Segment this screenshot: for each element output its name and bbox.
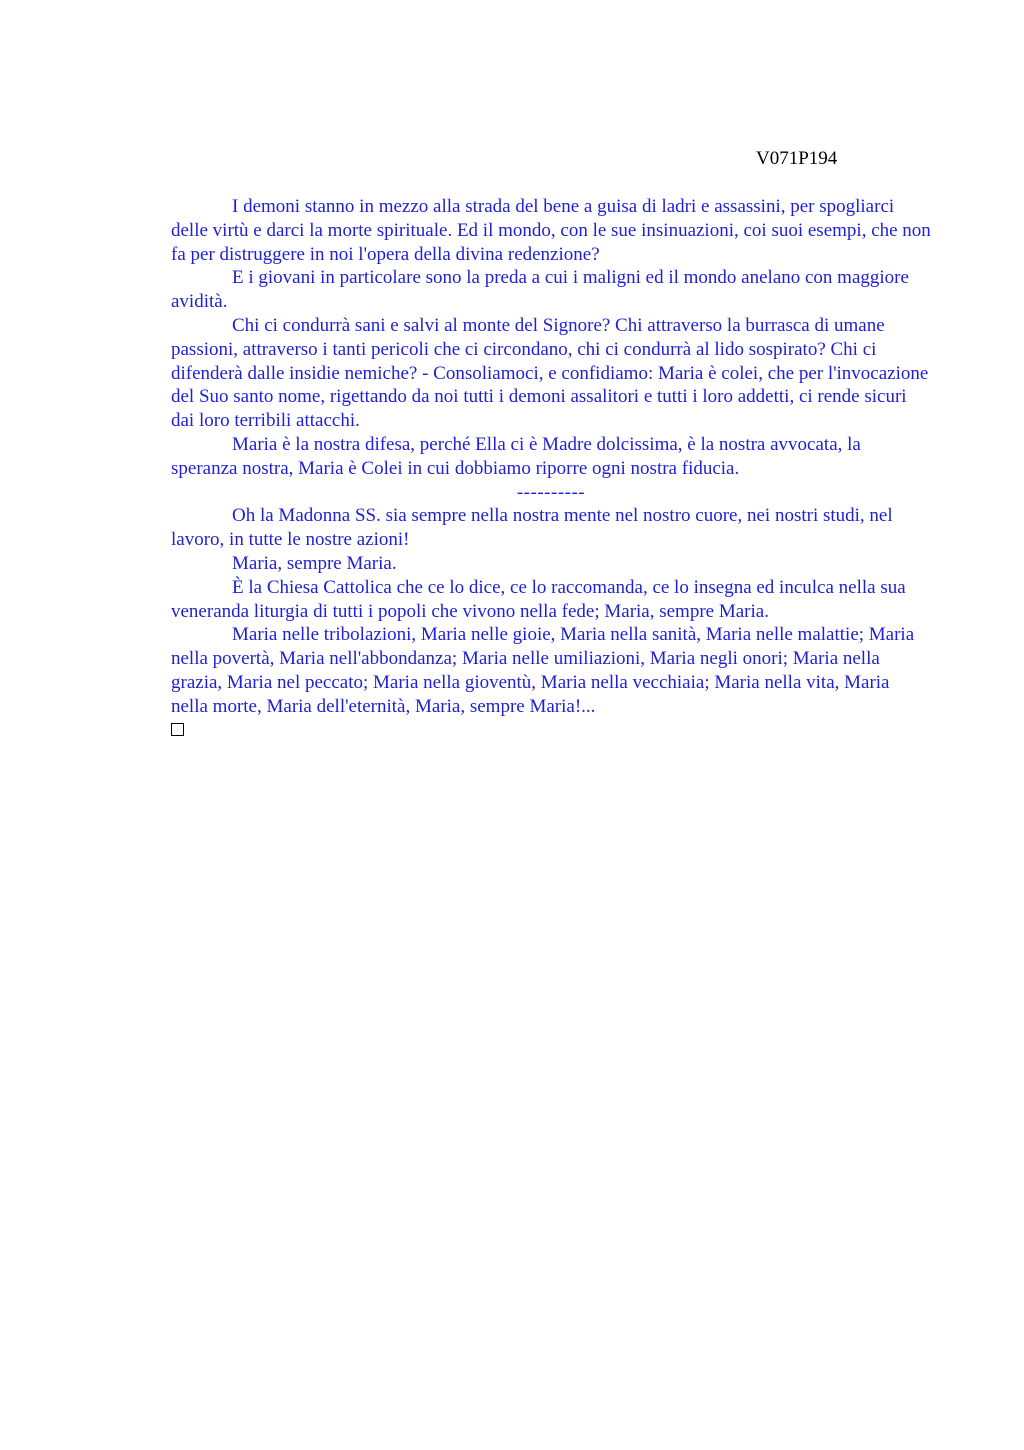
page-code: V071P194: [756, 148, 838, 169]
paragraph-sempre-maria: Maria, sempre Maria.: [232, 552, 397, 574]
paragraph-giovani: E i giovani in particolare sono la preda a cui i maligni ed il mondo anelano con maggiore avidità.: [171, 267, 909, 313]
paragraph-chiesa: È la Chiesa Cattolica che ce lo dice, ce lo raccomanda, ce lo insegna ed inculca nella sua veneranda liturgia di tutti i popoli che vivono nella fede; Maria, sempre Maria.: [171, 576, 906, 622]
paragraph-maria-difesa: Maria è la nostra difesa, perché Ella ci è Madre dolcissima, è la nostra avvocata, la speranza nostra, Maria è Colei in cui dobbiamo riporre ogni nostra fiducia.: [171, 433, 861, 479]
paragraph-chi-ci-condurra: Chi ci condurrà sani e salvi al monte del Signore? Chi attraverso la burrasca di umane passioni, attraverso i tanti pericoli che ci circondano, chi ci condurrà al lido sospirato? Chi ci difenderà dalle insidie nemiche? - Consoliamoci, e confidiamo: Maria è colei, che per l'invocazione del Suo santo nome, rigettando da noi tutti i demoni assalitori e tutti i loro addetti, ci rende sicuri dai loro terribili attacchi.: [171, 314, 929, 432]
paragraph-madonna: Oh la Madonna SS. sia sempre nella nostra mente nel nostro cuore, nei nostri studi, nel lavoro, in tutte le nostre azioni!: [171, 505, 893, 551]
paragraph-maria-litany: Maria nelle tribolazioni, Maria nelle gioie, Maria nella sanità, Maria nelle malattie; Maria nella povertà, Maria nell'abbondanza; Maria nelle umiliazioni, Maria negli onori; Maria nella grazia, Maria nel peccato; Maria nella gioventù, Maria nella vecchiaia; Maria nella vita, Maria nella morte, Maria dell'eternità, Maria, sempre Maria!...: [171, 624, 915, 717]
section-separator: ----------: [516, 481, 586, 503]
empty-square-icon: [171, 723, 184, 736]
body-text: [171, 195, 931, 736]
paragraph-demoni: I demoni stanno in mezzo alla strada del bene a guisa di ladri e assassini, per spogliarci delle virtù e darci la morte spirituale. Ed il mondo, con le sue insinuazioni, coi suoi esempi, che non fa per distruggere in noi l'opera della divina redenzione?: [171, 196, 931, 265]
